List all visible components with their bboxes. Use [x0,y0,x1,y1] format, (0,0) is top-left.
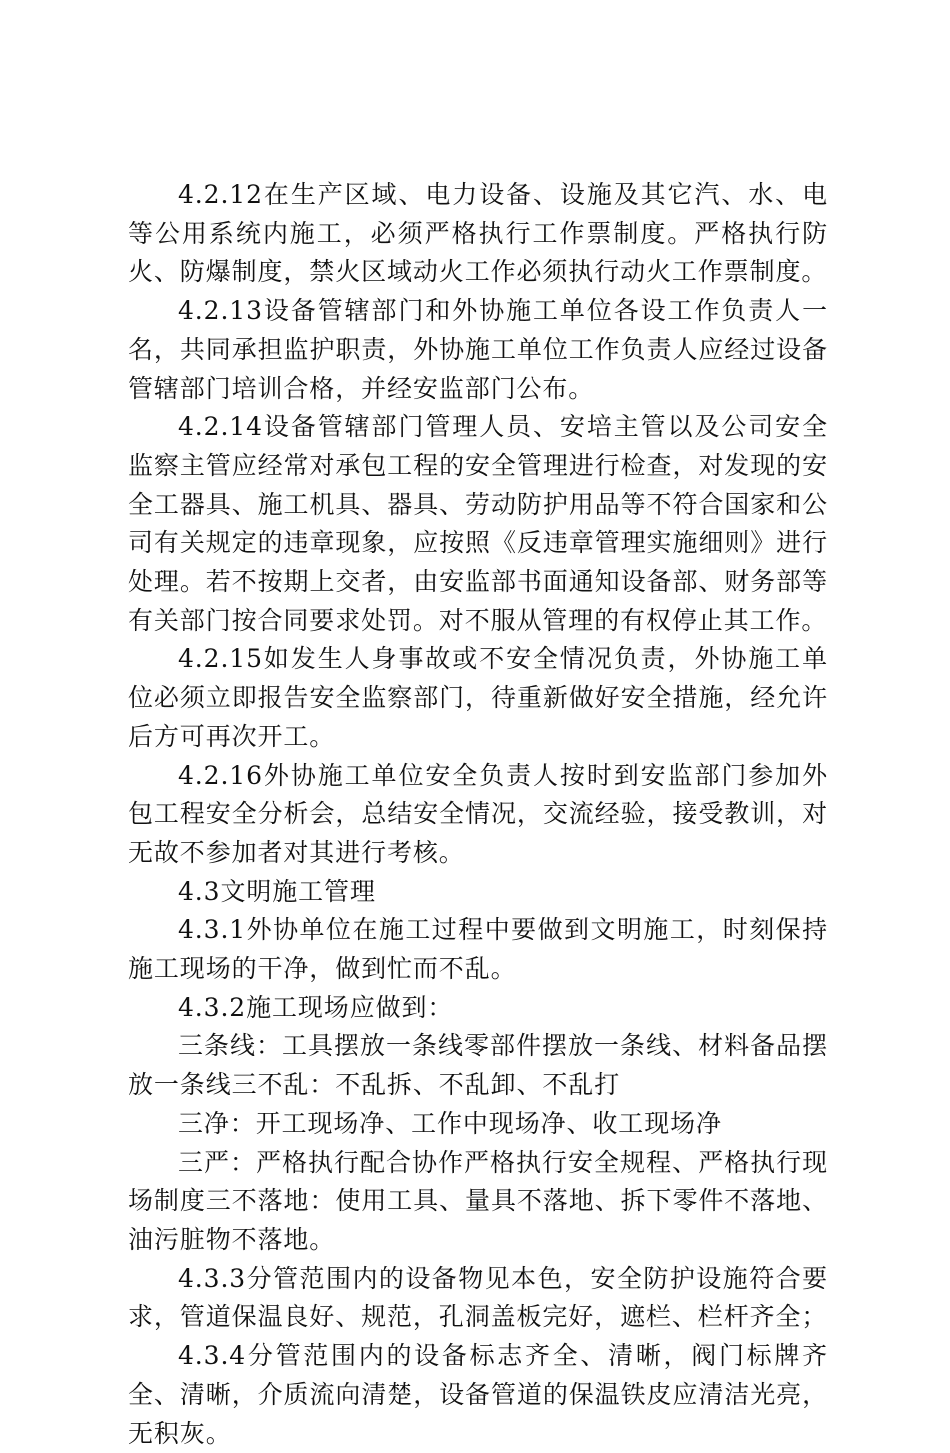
paragraph-4-2-12: 4.2.12在生产区域、电力设备、设施及其它汽、水、电等公用系统内施工，必须严格执行工作票制度。严格执行防火、防爆制度，禁火区域动火工作必须执行动火工作票制度。 [128,180,828,287]
paragraph-4-3-2: 4.3.2施工现场应做到： [178,992,454,1022]
paragraph-4-2-15: 4.2.15如发生人身事故或不安全情况负责，外协施工单位必须立即报告安全监察部门，待重新做好安全措施，经允许后方可再次开工。 [128,644,828,751]
paragraph-4-2-14: 4.2.14设备管辖部门管理人员、安培主管以及公司安全监察主管应经常对承包工程的安全管理进行检查，对发现的安全工器具、施工机具、器具、劳动防护用品等不符合国家和公司有关规定的违章现象，应按照《反违章管理实施细则》进行处理。若不按期上交者，由安监部书面通知设备部、财务部等有关部门按合同要求处罚。对不服从管理的有权停止其工作。 [128,412,828,635]
paragraph-4-3-4: 4.3.4分管范围内的设备标志齐全、清晰，阀门标牌齐全、清晰，介质流向清楚，设备管道的保温铁皮应清洁光亮，无积灰。 [128,1341,828,1448]
paragraph-4-3-1: 4.3.1外协单位在施工过程中要做到文明施工，时刻保持施工现场的干净，做到忙而不乱。 [128,915,828,984]
paragraph-three-lines: 三条线：工具摆放一条线零部件摆放一条线、材料备品摆放一条线三不乱：不乱拆、不乱卸、不乱打 [128,1031,828,1100]
document-body [128,176,828,1453]
paragraph-4-3-3: 4.3.3分管范围内的设备物见本色，安全防护设施符合要求，管道保温良好、规范，孔洞盖板完好，遮栏、栏杆齐全； [128,1263,828,1332]
section-heading-4-3: 4.3文明施工管理 [178,876,376,906]
paragraph-4-2-13: 4.2.13设备管辖部门和外协施工单位各设工作负责人一名，共同承担监护职责，外协施工单位工作负责人应经过设备管辖部门培训合格，并经安监部门公布。 [128,296,828,403]
paragraph-three-strict: 三严：严格执行配合协作严格执行安全规程、严格执行现场制度三不落地：使用工具、量具不落地、拆下零件不落地、油污脏物不落地。 [128,1147,828,1254]
paragraph-three-clean: 三净：开工现场净、工作中现场净、收工现场净 [178,1108,722,1138]
paragraph-4-2-16: 4.2.16外协施工单位安全负责人按时到安监部门参加外包工程安全分析会，总结安全情况，交流经验，接受教训，对无故不参加者对其进行考核。 [128,760,828,867]
